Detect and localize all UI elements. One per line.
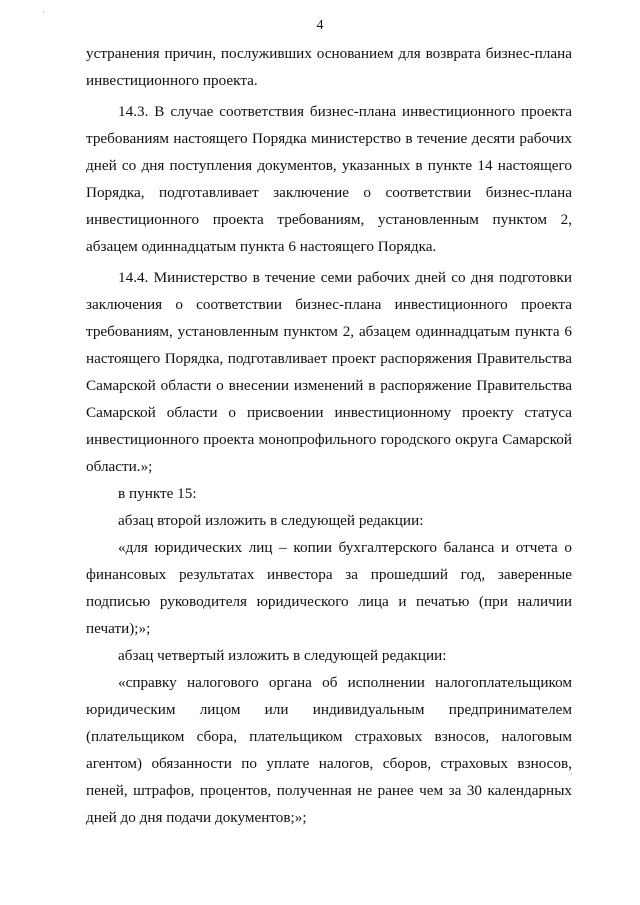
text-line: абзац четвертый изложить в следующей редакции: xyxy=(118,647,447,664)
text-line: Порядка, подготавливает заключение о соответствии бизнес-плана xyxy=(86,184,572,201)
text-line: инвестиционного проекта требованиям, установленным пунктом 2, xyxy=(86,211,572,228)
text-line: Самарской области о внесении изменений в распоряжение Правительства xyxy=(86,377,572,394)
paragraph-14-4-line: 14.4. Министерство в течение семи рабочих дней со дня подготовки xyxy=(118,269,572,286)
quote-line: «справку налогового органа об исполнении налогоплательщиком xyxy=(118,674,572,691)
text-line: абзацем одиннадцатым пункта 6 настоящего Порядка. xyxy=(86,238,437,255)
text-line: заключения о соответствии бизнес-плана инвестиционного проекта xyxy=(86,296,572,313)
text-line: абзац второй изложить в следующей редакции: xyxy=(118,512,424,529)
text-line: дней до дня подачи документов;»; xyxy=(86,809,307,826)
text-line: подписью руководителя юридического лица и печатью (при наличии xyxy=(86,593,572,610)
document-body xyxy=(86,40,572,831)
text-line: юридическим лицом или индивидуальным предпринимателем xyxy=(86,701,572,718)
item-15-heading: в пункте 15: xyxy=(118,485,197,502)
text-line: Самарской области о присвоении инвестиционному проекту статуса xyxy=(86,404,572,421)
text-line: требованиям, установленным пунктом 2, абзацем одиннадцатым пункта 6 xyxy=(86,323,572,340)
scan-dot-mark: · xyxy=(570,770,573,779)
text-line: требованиям настоящего Порядка министерство в течение десяти рабочих xyxy=(86,130,572,147)
text-line: печати);»; xyxy=(86,620,151,637)
text-line: устранения причин, послуживших основанием для возврата бизнес-плана xyxy=(86,45,572,62)
text-line: агентом) обязанности по уплате налогов, сборов, страховых взносов, xyxy=(86,755,572,772)
text-line: инвестиционного проекта монопрофильного городского округа Самарской xyxy=(86,431,572,448)
text-line: (плательщиком сбора, плательщиком страховых взносов, налоговым xyxy=(86,728,572,745)
paragraph-14-3-line: 14.3. В случае соответствия бизнес-плана инвестиционного проекта xyxy=(118,103,572,120)
quote-line: «для юридических лиц – копии бухгалтерского баланса и отчета о xyxy=(118,539,572,556)
text-line: пеней, штрафов, процентов, полученная не ранее чем за 30 календарных xyxy=(86,782,572,799)
text-line: области.»; xyxy=(86,458,153,475)
text-line: настоящего Порядка, подготавливает проект распоряжения Правительства xyxy=(86,350,572,367)
page-number: 4 xyxy=(316,18,324,33)
text-line: инвестиционного проекта. xyxy=(86,72,258,89)
text-line: дней со дня поступления документов, указанных в пункте 14 настоящего xyxy=(86,157,572,174)
text-line: финансовых результатах инвестора за прошедший год, заверенные xyxy=(86,566,572,583)
scan-dot-mark: · xyxy=(42,8,45,17)
